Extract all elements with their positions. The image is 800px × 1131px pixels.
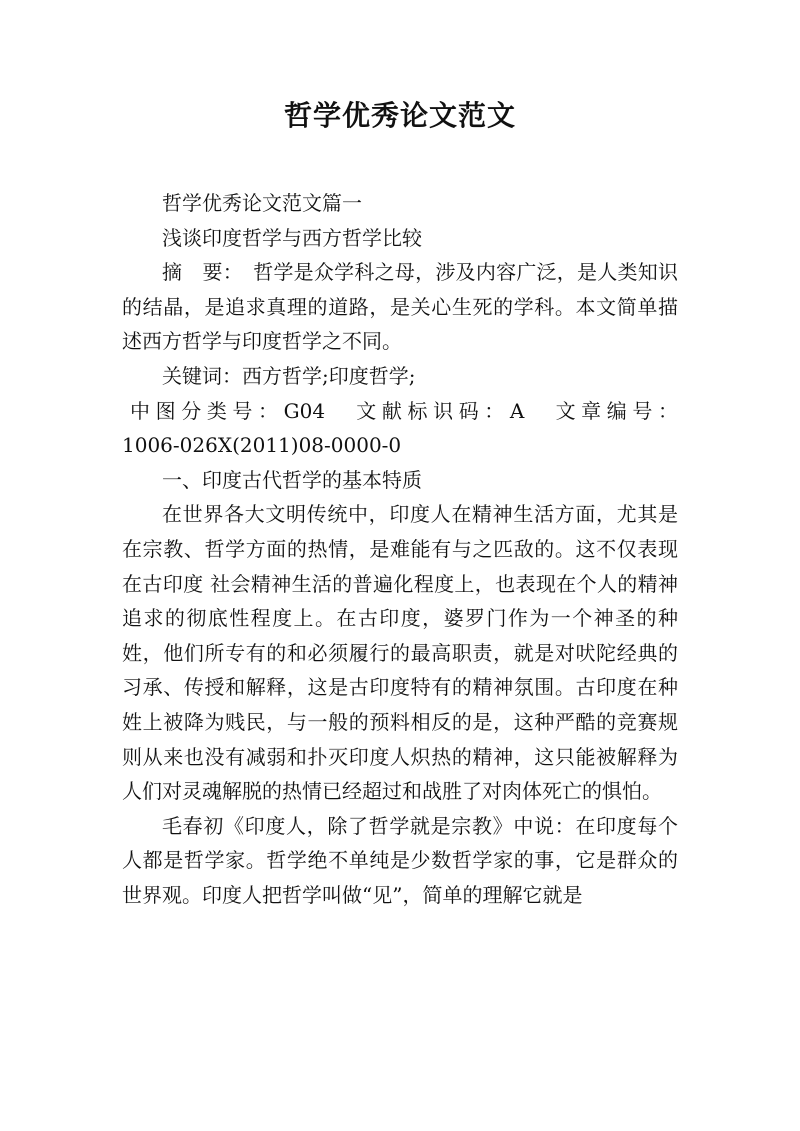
abstract-paragraph: 摘 要： 哲学是众学科之母，涉及内容广泛，是人类知识的结晶，是追求真理的道路，是关心生死的学科。本文简单描述西方哲学与印度哲学之不同。 — [122, 260, 678, 354]
body-paragraph: 在世界各大文明传统中，印度人在精神生活方面，尤其是在宗教、哲学方面的热情，是难能有与之匹敌的。这不仅表现在古印度 社会精神生活的普遍化程度上，也表现在个人的精神追求的彻底性程度上。在古印度，婆罗门作为一个神圣的种姓，他们所专有的和必须履行的最高职责，就是对吠陀经典的习承、传授和解释，这是古印度特有的精神氛围。古印度在种姓上被降为贱民，与一般的预料相反的是，这种严酷的竞赛规则从来也没有减弱和扑灭印度人炽热的精神，这只能被解释为人们对灵魂解脱的热情已经超过和战胜了对肉体死亡的惧怕。 — [122, 502, 678, 804]
article-heading: 哲学优秀论文范文篇一 — [162, 191, 362, 215]
body-paragraph: 毛春初《印度人，除了哲学就是宗教》中说：在印度每个人都是哲学家。哲学绝不单纯是少数哲学家的事，它是群众的世界观。印度人把哲学叫做“见”，简单的理解它就是 — [122, 813, 678, 907]
article-subtitle: 浅谈印度哲学与西方哲学比较 — [162, 225, 422, 250]
keywords-line: 关键词：西方哲学;印度哲学; — [162, 363, 416, 388]
classification-line: 中图分类号：G04 文献标识码：A 文章编号： — [130, 398, 678, 423]
document-title: 哲学优秀论文范文 — [283, 99, 516, 132]
classification-number: 1006-026X(2011)08-0000-0 — [122, 433, 402, 458]
section-heading: 一、印度古代哲学的基本特质 — [162, 467, 422, 492]
document-body — [122, 186, 678, 912]
